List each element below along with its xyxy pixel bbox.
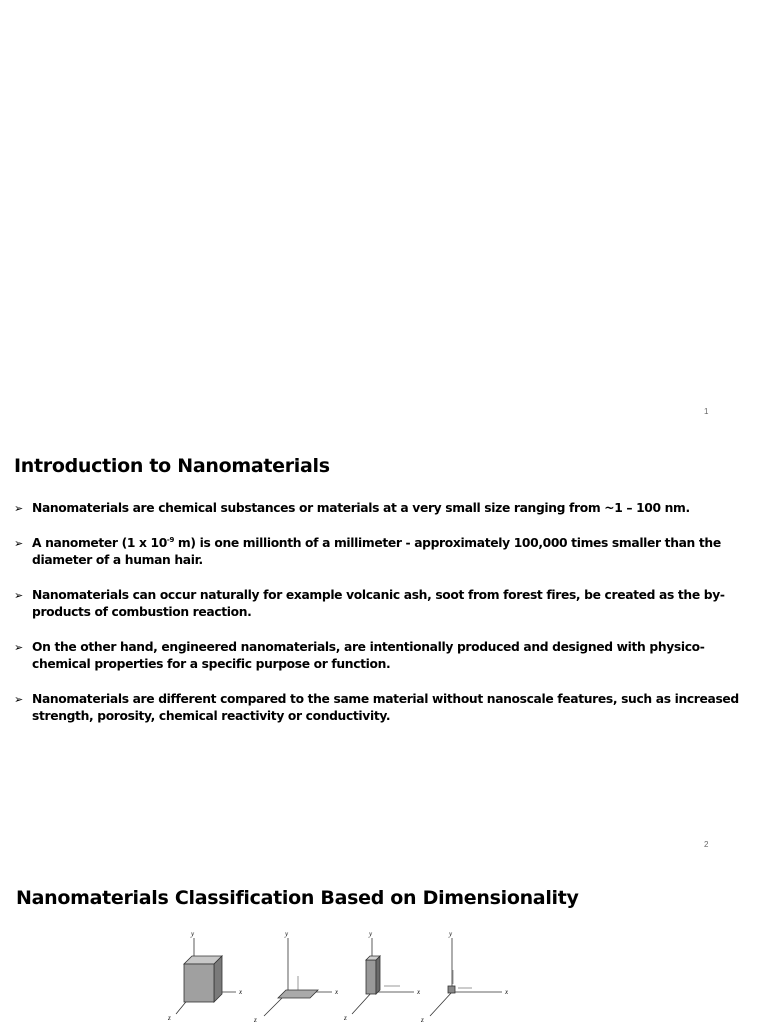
svg-text:x: x (417, 988, 421, 996)
bullet-text: Nanomaterials are different compared to the same material without nanoscale features, such as increased strength, porosity, chemical reactivity or conductivity. (32, 691, 739, 723)
svg-text:x: x (239, 988, 243, 996)
bullet-item (14, 587, 744, 622)
arrow-bullet-icon: ➢ (14, 640, 23, 654)
arrow-bullet-icon: ➢ (14, 536, 23, 550)
svg-text:y: y (285, 930, 289, 938)
bullet-item (14, 535, 744, 570)
1d-rod-icon (343, 930, 421, 1022)
slide-number: 1 (704, 407, 709, 416)
bullet-item (14, 691, 744, 726)
arrow-bullet-icon: ➢ (14, 692, 23, 706)
arrow-bullet-icon: ➢ (14, 588, 23, 602)
slide-title: Nanomaterials Classification Based on Dimensionality (16, 887, 579, 909)
arrow-bullet-icon: ➢ (14, 502, 23, 515)
3d-bulk-cube-icon (167, 930, 243, 1022)
slide-title: Introduction to Nanomaterials (14, 455, 330, 477)
svg-text:z: z (344, 1014, 347, 1022)
bullet-text: A nanometer (1 x $10^{-9}$ m) is one millionth of a millimeter - approximately 100,000 times smaller than the diameter of a human hair. (32, 535, 721, 567)
bullet-item (14, 639, 744, 674)
svg-text:z: z (421, 1016, 424, 1024)
svg-text:y: y (449, 930, 453, 938)
svg-text:x: x (505, 988, 509, 996)
svg-text:z: z (168, 1014, 171, 1022)
bullet-text: Nanomaterials are chemical substances or materials at a very small size ranging from ~1 – 100 nm. (32, 501, 690, 515)
svg-text:y: y (191, 930, 195, 938)
2d-plate-icon (253, 930, 339, 1024)
bullet-text: On the other hand, engineered nanomaterials, are intentionally produced and designed with physico-chemical properties for a specific purpose or function. (32, 639, 705, 671)
svg-text:z: z (254, 1016, 257, 1024)
0d-dot-icon (420, 930, 509, 1024)
svg-text:x: x (335, 988, 339, 996)
svg-text:y: y (369, 930, 373, 938)
bullet-item (14, 500, 744, 518)
dimensionality-diagram (158, 926, 528, 1024)
bullet-list (14, 500, 744, 743)
slide-number: 2 (704, 840, 709, 849)
bullet-text: Nanomaterials can occur naturally for example volcanic ash, soot from forest fires, be created as the by-products of combustion reaction. (32, 587, 725, 619)
